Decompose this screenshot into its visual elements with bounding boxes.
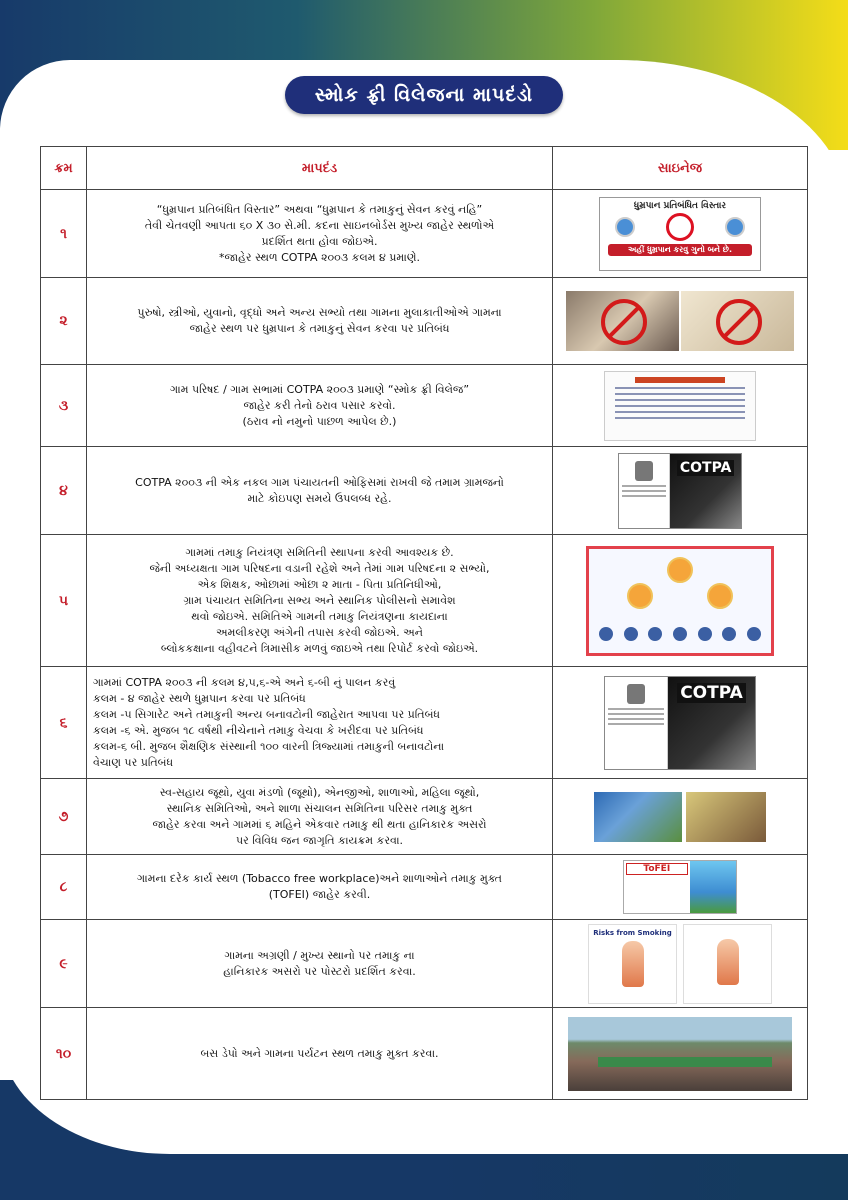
criteria-line: (ઠરાવ નો નમુનો પાછળ આપેલ છે.) <box>242 414 397 428</box>
criteria-line: જાહેર સ્થળ પર ધુમ્રપાન કે તમાકુનું સેવન કરવા પર પ્રતિબંધ <box>189 322 450 335</box>
row-number: ૭ <box>41 779 87 855</box>
criteria-line: માટે કોઇપણ સમયે ઉપલબ્ધ રહે. <box>247 491 392 505</box>
cotpa-book-image <box>604 676 756 770</box>
criteria-line: પ્રદર્શિત થતા હોવા જોઇએ. <box>261 234 378 248</box>
person-icon <box>673 627 687 641</box>
criteria-table <box>40 146 808 1100</box>
row-number: ૮ <box>41 855 87 920</box>
row-number: ૨ <box>41 278 87 365</box>
row-signage <box>553 667 808 779</box>
criteria-line: COTPA ૨૦૦૩ ની એક નકલ ગામ પંચાયતની ઓફિસમાં રાખવી જે તમામ ગ્રામજનો <box>135 475 504 489</box>
tofei-poster-image <box>623 860 737 914</box>
no-smoking-photos <box>566 291 794 351</box>
criteria-line: થવો જોઇએ. સમિતિએ ગામની તમાકુ નિયંત્રણના કાયદાના <box>191 609 448 623</box>
cotpa-book-image <box>618 453 742 529</box>
criteria-line: પુરુષો, સ્ત્રીઓ, યુવાનો, વૃદ્ધો અને અન્ય સભ્યો તથા ગામના મુલાકાતીઓએ ગામના <box>137 306 502 319</box>
prohibited-icon <box>716 299 762 345</box>
person-icon <box>698 627 712 641</box>
page-title: સ્મોક ફ્રી વિલેજના માપદંડો <box>285 76 563 114</box>
criteria-line: જાહેર કરવા અને ગામમાં ૬ મહિને એકવાર તમાકુ થી થતા હાનિકારક અસરો <box>152 817 487 831</box>
table-row <box>41 779 808 855</box>
criteria-line: એક શિક્ષક, ઓછામાં ઓછા ૨ માતા - પિતા પ્રતિનિધીઓ, <box>197 577 442 591</box>
criteria-line: સ્થાનિક સમિતિઓ, અને શાળા સંચાલન સમિતિના પરિસર તમાકુ મુક્ત <box>166 801 473 815</box>
criteria-line: “ધુમ્રપાન પ્રતિબંધિત વિસ્તાર” અથવા “ધુમ્રપાન કે તમાકુનું સેવન કરવું નહિ” <box>156 202 483 216</box>
row-criteria <box>87 190 553 278</box>
row-criteria <box>87 779 553 855</box>
criteria-line: (TOFEI) જાહેર કરવી. <box>268 888 371 901</box>
chair-person-icon <box>667 557 693 583</box>
header-signage: સાઇનેજ <box>553 147 808 190</box>
risk-poster <box>588 924 677 1004</box>
person-icon <box>722 627 736 641</box>
row-criteria <box>87 1008 553 1100</box>
row-signage <box>553 535 808 667</box>
cotpa-label: COTPA <box>677 460 735 476</box>
row-number: ૪ <box>41 447 87 535</box>
cigarette-photo <box>566 291 679 351</box>
criteria-line: વેચાણ પર પ્રતિબંધ <box>93 755 174 769</box>
row-criteria <box>87 920 553 1008</box>
cotpa-label: COTPA <box>677 683 746 703</box>
table-header-row <box>41 147 808 190</box>
row-criteria <box>87 447 553 535</box>
effects-poster <box>683 924 772 1004</box>
criteria-line: ગામના દરેક કાર્ય સ્થળ (Tobacco free workplace)અને શાળાઓને તમાકુ મુક્ત <box>137 872 502 885</box>
row-signage <box>553 365 808 447</box>
criteria-line: સ્વ-સહાય જૂથો, યુવા મંડળો (જૂથો), એનજીઓ, શાળાઓ, મહિલા જૂથો, <box>159 785 480 799</box>
bus-depot-rally-photo <box>568 1017 792 1091</box>
table-row <box>41 447 808 535</box>
health-posters-image <box>588 924 772 1004</box>
row-signage <box>553 190 808 278</box>
row-number: ૫ <box>41 535 87 667</box>
sign-banner: અહીં ધુમ્રપાન કરવુ ગુનો બને છે. <box>608 244 752 256</box>
table-row <box>41 667 808 779</box>
member-person-icon <box>707 583 733 609</box>
globe-icon <box>615 217 635 237</box>
person-icon <box>648 627 662 641</box>
rally-banner <box>598 1057 772 1067</box>
criteria-line: બસ ડેપો અને ગામના પર્યટન સ્થળ તમાકુ મુક્ત કરવા. <box>200 1046 439 1060</box>
emblem-icon <box>635 461 653 481</box>
row-number: ૧ <box>41 190 87 278</box>
row-criteria <box>87 365 553 447</box>
criteria-line: *જાહેર સ્થળ COTPA ૨૦૦૩ કલમ ૪ પ્રમાણે. <box>219 250 420 264</box>
criteria-line: ગામમાં COTPA ૨૦૦૩ ની કલમ ૪,૫,૬-એ અને ૬-બી નું પાલન કરવું <box>93 675 396 689</box>
row-number: ૬ <box>41 667 87 779</box>
awareness-photos <box>594 792 766 842</box>
person-icon <box>599 627 613 641</box>
globe-icon <box>725 217 745 237</box>
criteria-line: બ્લોકકક્ષાના વહીવટને ત્રિમાસીક મળવું જાઇએ તથા રિપોર્ટ કરવો જોઇએ. <box>160 641 479 655</box>
header-serial: ક્રમ <box>41 147 87 190</box>
criteria-line: કલમ - ૪ જાહેર સ્થળે ધુમ્રપાન કરવા પર પ્રતિબંધ <box>93 691 306 705</box>
tofei-logo: ToFEI <box>626 863 688 875</box>
committee-diagram-image <box>586 546 774 656</box>
row-number: ૩ <box>41 365 87 447</box>
row-number: ૯ <box>41 920 87 1008</box>
criteria-line: ગામના અગ્રણી / મુખ્ય સ્થાનો પર તમાકુ ના <box>224 948 415 962</box>
criteria-line: જાહેર કરી તેનો ઠરાવ પસાર કરવો. <box>243 398 396 412</box>
criteria-line: તેવી ચેતવણી આપતા ૬૦ X ૩૦ સે.મી. કદના સાઇનબોર્ડસ મુખ્ય જાહેર સ્થળોએ <box>144 218 495 232</box>
resolution-document-image <box>604 371 756 441</box>
criteria-line: પર વિવિધ જન જાગૃતિ કાયક્રમ કરવા. <box>235 833 404 847</box>
person-icon <box>747 627 761 641</box>
criteria-line: અમલીકરણ અંગેની તપાસ કરવી જોઇએ. અને <box>216 625 423 639</box>
row-signage <box>553 447 808 535</box>
sign-title: ધુમ્રપાન પ્રતિબંધિત વિસ્તાર <box>633 200 727 211</box>
criteria-line: ગ્રામ પંચાયત સમિતિના સભ્ય અને સ્થાનિક પોલીસનો સમાવેશ <box>183 593 456 607</box>
row-criteria <box>87 667 553 779</box>
table-row <box>41 278 808 365</box>
person-icon <box>624 627 638 641</box>
criteria-line: ગામમાં તમાકુ નિયંત્રણ સમિતિની સ્થાપના કરવી આવશ્યક છે. <box>185 545 454 559</box>
header-criteria: માપદંડ <box>87 147 553 190</box>
row-signage <box>553 779 808 855</box>
school-illustration <box>690 861 736 913</box>
table-row <box>41 365 808 447</box>
row-criteria <box>87 855 553 920</box>
table-row <box>41 855 808 920</box>
table-row <box>41 535 808 667</box>
row-signage <box>553 855 808 920</box>
poster-title: Risks from Smoking <box>593 928 672 937</box>
row-number: ૧૦ <box>41 1008 87 1100</box>
title-area <box>0 76 848 114</box>
classroom-photo <box>686 792 766 842</box>
row-signage <box>553 920 808 1008</box>
rally-photo <box>594 792 682 842</box>
row-signage <box>553 278 808 365</box>
emblem-icon <box>627 684 645 704</box>
table-row <box>41 920 808 1008</box>
prohibited-icon <box>601 299 647 345</box>
criteria-line: કલમ -૫ સિગારેટ અને તમાકુની અન્ય બનાવટોની જાહેરાત આપવા પર પ્રતિબંધ <box>93 707 441 721</box>
criteria-line: કલમ -૬ એ. મુજબ ૧૮ વર્ષથી નીચેનાને તમાકુ વેચવા કે ખરીદવા પર પ્રતિબંધ <box>93 723 424 737</box>
anatomy-illustration <box>717 939 739 985</box>
criteria-line: હાનિકારક અસરો પર પોસ્ટરો પ્રદર્શિત કરવા. <box>223 964 416 978</box>
criteria-line: ગામ પરિષદ / ગામ સભામાં COTPA ૨૦૦૩ પ્રમાણે “સ્મોક ફ્રી વિલેજ” <box>169 382 470 396</box>
table-row <box>41 1008 808 1100</box>
criteria-line: જેની અધ્યક્ષતા ગામ પરિષદના વડાની રહેશે અને તેમાં ગામ પરિષદના ૨ સભ્યો, <box>149 561 490 575</box>
row-criteria <box>87 535 553 667</box>
anatomy-illustration <box>622 941 644 987</box>
row-signage <box>553 1008 808 1100</box>
no-smoking-sign-image <box>599 197 761 271</box>
no-smoking-icon <box>666 213 694 241</box>
criteria-line: કલમ-૬ બી. મુજબ શૈક્ષણિક સંસ્થાની ૧૦૦ વારની ત્રિજ્યામાં તમાકુની બનાવટોના <box>93 739 445 753</box>
member-person-icon <box>627 583 653 609</box>
row-criteria <box>87 278 553 365</box>
table-row <box>41 190 808 278</box>
smoker-illustration <box>681 291 794 351</box>
